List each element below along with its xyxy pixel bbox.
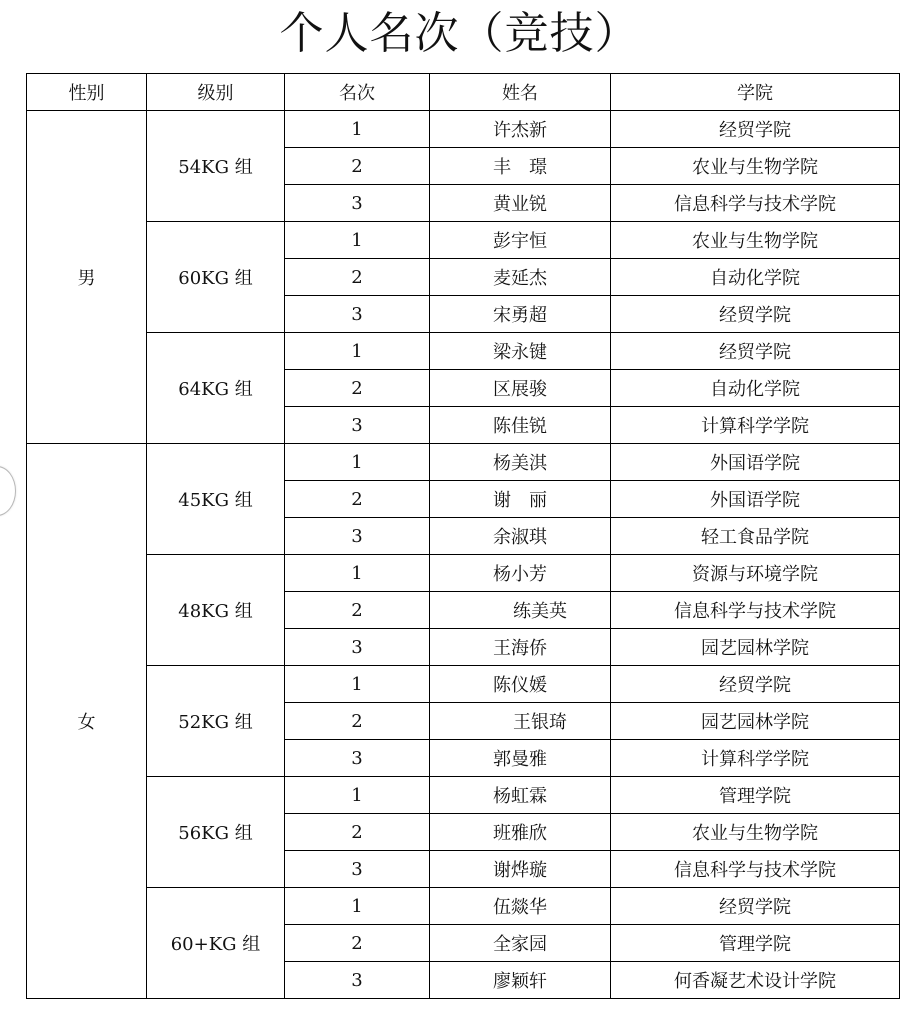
rank-cell: 3 bbox=[285, 185, 430, 222]
scroll-handle[interactable] bbox=[0, 466, 16, 516]
college-cell: 管理学院 bbox=[611, 925, 900, 962]
name-cell: 班雅欣 bbox=[430, 814, 611, 851]
header-name: 姓名 bbox=[430, 74, 611, 111]
table-row bbox=[27, 666, 900, 703]
name-cell: 梁永键 bbox=[430, 333, 611, 370]
name-cell: 全家园 bbox=[430, 925, 611, 962]
college-cell: 轻工食品学院 bbox=[611, 518, 900, 555]
table-row bbox=[27, 111, 900, 148]
rank-cell: 1 bbox=[285, 777, 430, 814]
college-cell: 计算科学学院 bbox=[611, 740, 900, 777]
rank-cell: 1 bbox=[285, 888, 430, 925]
college-cell: 计算科学学院 bbox=[611, 407, 900, 444]
name-cell: 麦延杰 bbox=[430, 259, 611, 296]
college-cell: 自动化学院 bbox=[611, 259, 900, 296]
name-cell: 黄业锐 bbox=[430, 185, 611, 222]
rank-cell: 3 bbox=[285, 296, 430, 333]
college-cell: 信息科学与技术学院 bbox=[611, 851, 900, 888]
results-body bbox=[27, 111, 900, 999]
rank-cell: 3 bbox=[285, 851, 430, 888]
name-cell: 陈佳锐 bbox=[430, 407, 611, 444]
weight-class-cell: 60+KG 组 bbox=[147, 888, 285, 999]
name-cell: 杨美淇 bbox=[430, 444, 611, 481]
college-cell: 信息科学与技术学院 bbox=[611, 185, 900, 222]
weight-class-cell: 48KG 组 bbox=[147, 555, 285, 666]
college-cell: 园艺园林学院 bbox=[611, 629, 900, 666]
name-cell: 杨虹霖 bbox=[430, 777, 611, 814]
name-cell: 丰 璟 bbox=[430, 148, 611, 185]
gender-cell: 女 bbox=[27, 444, 147, 999]
rank-cell: 2 bbox=[285, 703, 430, 740]
rank-cell: 2 bbox=[285, 481, 430, 518]
rank-cell: 1 bbox=[285, 111, 430, 148]
rank-cell: 2 bbox=[285, 814, 430, 851]
name-cell: 伍燚华 bbox=[430, 888, 611, 925]
rank-cell: 1 bbox=[285, 333, 430, 370]
name-cell: 谢 丽 bbox=[430, 481, 611, 518]
name-cell: 宋勇超 bbox=[430, 296, 611, 333]
college-cell: 外国语学院 bbox=[611, 481, 900, 518]
table-row bbox=[27, 555, 900, 592]
college-cell: 经贸学院 bbox=[611, 296, 900, 333]
weight-class-cell: 54KG 组 bbox=[147, 111, 285, 222]
weight-class-cell: 56KG 组 bbox=[147, 777, 285, 888]
rank-cell: 3 bbox=[285, 518, 430, 555]
gender-cell: 男 bbox=[27, 111, 147, 444]
name-cell: 廖颖轩 bbox=[430, 962, 611, 999]
weight-class-cell: 45KG 组 bbox=[147, 444, 285, 555]
rank-cell: 2 bbox=[285, 592, 430, 629]
name-cell: 谢烨璇 bbox=[430, 851, 611, 888]
rank-cell: 3 bbox=[285, 740, 430, 777]
name-cell: 王银琦 bbox=[430, 703, 611, 740]
college-cell: 外国语学院 bbox=[611, 444, 900, 481]
page-title: 个人名次（竞技） bbox=[279, 8, 640, 59]
college-cell: 农业与生物学院 bbox=[611, 222, 900, 259]
college-cell: 管理学院 bbox=[611, 777, 900, 814]
header-row bbox=[27, 74, 900, 111]
weight-class-cell: 60KG 组 bbox=[147, 222, 285, 333]
rank-cell: 1 bbox=[285, 555, 430, 592]
name-cell: 彭宇恒 bbox=[430, 222, 611, 259]
college-cell: 信息科学与技术学院 bbox=[611, 592, 900, 629]
results-table bbox=[26, 73, 900, 999]
college-cell: 经贸学院 bbox=[611, 666, 900, 703]
header-rank: 名次 bbox=[285, 74, 430, 111]
college-cell: 何香凝艺术设计学院 bbox=[611, 962, 900, 999]
college-cell: 经贸学院 bbox=[611, 888, 900, 925]
name-cell: 练美英 bbox=[430, 592, 611, 629]
rank-cell: 1 bbox=[285, 222, 430, 259]
table-row bbox=[27, 888, 900, 925]
rank-cell: 3 bbox=[285, 407, 430, 444]
name-cell: 郭曼雅 bbox=[430, 740, 611, 777]
rank-cell: 2 bbox=[285, 370, 430, 407]
name-cell: 区展骏 bbox=[430, 370, 611, 407]
header-gender: 性别 bbox=[27, 74, 147, 111]
weight-class-cell: 52KG 组 bbox=[147, 666, 285, 777]
table-row bbox=[27, 444, 900, 481]
table-row bbox=[27, 333, 900, 370]
college-cell: 经贸学院 bbox=[611, 333, 900, 370]
college-cell: 自动化学院 bbox=[611, 370, 900, 407]
rank-cell: 2 bbox=[285, 259, 430, 296]
rank-cell: 3 bbox=[285, 629, 430, 666]
rank-cell: 2 bbox=[285, 925, 430, 962]
rank-cell: 2 bbox=[285, 148, 430, 185]
name-cell: 陈仪媛 bbox=[430, 666, 611, 703]
rank-cell: 3 bbox=[285, 962, 430, 999]
college-cell: 农业与生物学院 bbox=[611, 814, 900, 851]
college-cell: 农业与生物学院 bbox=[611, 148, 900, 185]
table-row bbox=[27, 777, 900, 814]
header-college: 学院 bbox=[611, 74, 900, 111]
rank-cell: 1 bbox=[285, 666, 430, 703]
table-row bbox=[27, 222, 900, 259]
college-cell: 园艺园林学院 bbox=[611, 703, 900, 740]
name-cell: 余淑琪 bbox=[430, 518, 611, 555]
weight-class-cell: 64KG 组 bbox=[147, 333, 285, 444]
name-cell: 许杰新 bbox=[430, 111, 611, 148]
college-cell: 经贸学院 bbox=[611, 111, 900, 148]
name-cell: 杨小芳 bbox=[430, 555, 611, 592]
college-cell: 资源与环境学院 bbox=[611, 555, 900, 592]
rank-cell: 1 bbox=[285, 444, 430, 481]
header-weight-class: 级别 bbox=[147, 74, 285, 111]
name-cell: 王海侨 bbox=[430, 629, 611, 666]
